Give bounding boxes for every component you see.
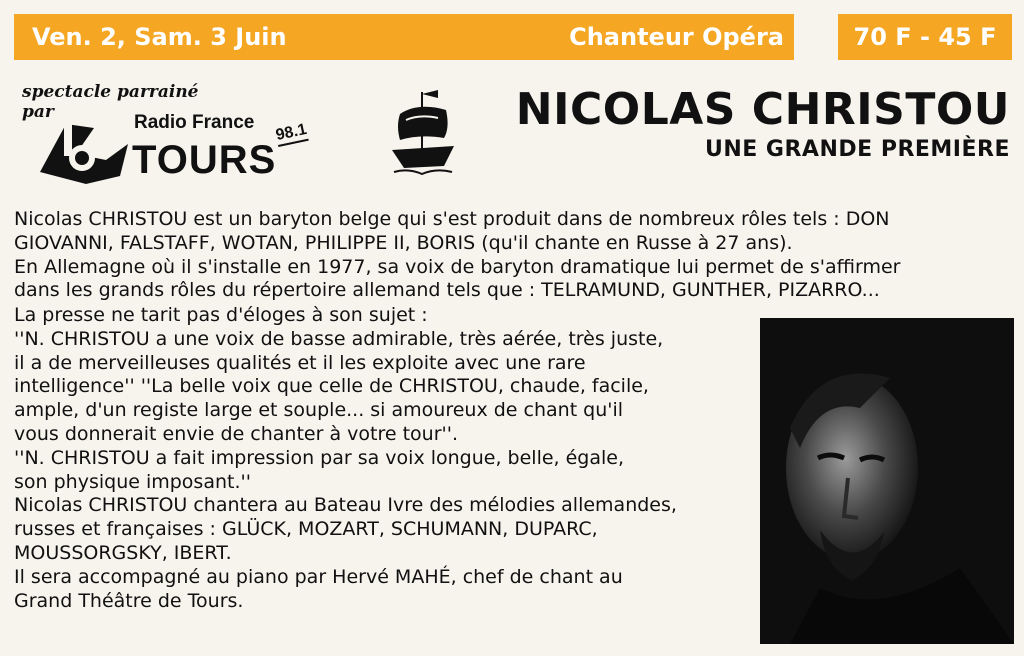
body-line: MOUSSORGSKY, IBERT. (14, 541, 232, 564)
body-text-full (14, 208, 1014, 303)
radio-logo-icon (36, 114, 132, 190)
body-line: russes et françaises : GLÜCK, MOZART, SCHUMANN, DUPARC, (14, 518, 598, 541)
body-line: son physique imposant.'' (14, 470, 251, 493)
body-line: intelligence'' ''La belle voix que celle de CHRISTOU, chaude, facile, (14, 375, 649, 398)
sponsor-line-2: par (22, 102, 54, 122)
body-line: GIOVANNI, FALSTAFF, WOTAN, PHILIPPE II, BORIS (qu'il chante en Russe à 27 ans). (14, 231, 793, 254)
body-line: Nicolas CHRISTOU est un baryton belge qui s'est produit dans de nombreux rôles tels : DON (14, 208, 890, 230)
body-line: ample, d'un registe large et souple... si amoureux de chant qu'il (14, 399, 624, 422)
artist-name: NICOLAS CHRISTOU (515, 84, 1010, 135)
event-date: Ven. 2, Sam. 3 Juin (32, 23, 287, 51)
event-price: 70 F - 45 F (838, 14, 1012, 60)
body-line: La presse ne tarit pas d'éloges à son sujet : (14, 304, 428, 326)
body-line: il a de merveilleuses qualités et il les exploite avec une rare (14, 351, 586, 374)
ship-icon (388, 88, 458, 178)
event-subtitle: UNE GRANDE PREMIÈRE (704, 137, 1010, 162)
body-line: Nicolas CHRISTOU chantera au Bateau Ivre des mélodies allemandes, (14, 494, 677, 517)
body-text-column (14, 304, 726, 613)
body-line: En Allemagne où il s'installe en 1977, sa voix de baryton dramatique lui permet de s'affirmer (14, 255, 901, 278)
radio-france-label: Radio France (134, 112, 255, 133)
body-line: dans les grands rôles du répertoire allemand tels que : TELRAMUND, GUNTHER, PIZARRO... (14, 279, 880, 302)
event-category: Chanteur Opéra (569, 23, 784, 51)
body-line: Il sera accompagné au piano par Hervé MAHÉ, chef de chant au (14, 565, 623, 588)
portrait-image (760, 318, 1014, 644)
artist-photo (760, 318, 1014, 644)
tours-label: TOURS (132, 138, 277, 182)
header-band (14, 14, 794, 60)
body-line: Grand Théâtre de Tours. (14, 589, 244, 612)
sponsor-line-1: spectacle parrainé (22, 82, 199, 102)
frequency-label: 98.1 (274, 121, 309, 147)
body-line: ''N. CHRISTOU a fait impression par sa voix longue, belle, égale, (14, 446, 625, 469)
radio-france-tours-logo (36, 112, 336, 190)
body-line: vous donnerait envie de chanter à votre tour''. (14, 422, 459, 445)
event-title (516, 84, 1010, 164)
body-line: ''N. CHRISTOU a une voix de basse admirable, très aérée, très juste, (14, 327, 664, 350)
